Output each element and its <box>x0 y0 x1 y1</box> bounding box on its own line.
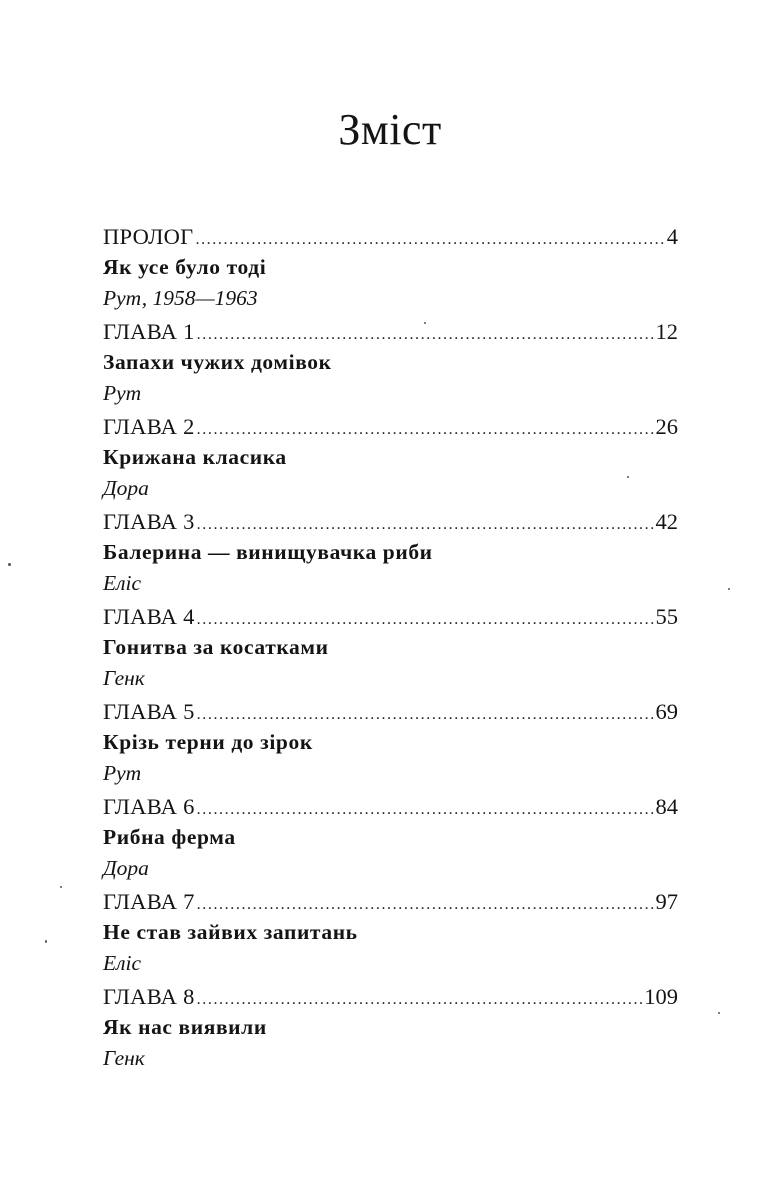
toc-entry-prologue[interactable] <box>103 222 678 317</box>
toc-entry-narrator: Генк <box>103 1046 145 1070</box>
page-title: Зміст <box>338 105 442 154</box>
scan-speck <box>718 1012 720 1014</box>
toc-entry-label: ГЛАВА 3 <box>103 509 195 534</box>
toc-page-number: 69 <box>655 699 678 724</box>
toc-entry-line <box>103 792 678 822</box>
dot-leader <box>197 510 654 540</box>
toc-entry-line <box>103 222 678 252</box>
toc-entry-narrator: Рут <box>103 381 142 405</box>
toc-entry-chapter-4[interactable] <box>103 602 678 697</box>
toc-page-number: 42 <box>655 509 678 534</box>
toc-entry-line <box>103 507 678 537</box>
toc-page-number: 55 <box>655 604 678 629</box>
toc-entry-narrator: Дора <box>103 476 149 500</box>
toc-page-number: 26 <box>655 414 678 439</box>
toc-entry-line <box>103 412 678 442</box>
toc-entry-chapter-7[interactable] <box>103 887 678 982</box>
toc-entry-title: Крижана класика <box>103 445 287 469</box>
toc-entry-line <box>103 887 678 917</box>
toc-page-number: 12 <box>655 319 678 344</box>
scan-speck <box>627 476 629 478</box>
toc-entry-label: ГЛАВА 7 <box>103 889 195 914</box>
toc-entry-narrator: Еліс <box>103 571 142 595</box>
toc-entry-line <box>103 602 678 632</box>
toc-entry-label: ПРОЛОГ <box>103 224 194 249</box>
table-of-contents <box>103 222 678 1077</box>
scan-speck <box>728 588 730 590</box>
dot-leader <box>197 415 654 445</box>
toc-entry-label: ГЛАВА 2 <box>103 414 195 439</box>
scan-speck <box>60 886 62 888</box>
toc-entry-title: Запахи чужих домівок <box>103 350 332 374</box>
dot-leader <box>197 795 654 825</box>
toc-entry-narrator: Рут, 1958—1963 <box>103 286 258 310</box>
toc-entry-title: Гонитва за косатками <box>103 635 329 659</box>
toc-entry-title: Як усе було тоді <box>103 255 267 279</box>
dot-leader <box>197 985 643 1015</box>
dot-leader <box>197 890 654 920</box>
dot-leader <box>195 225 664 255</box>
toc-page-number: 84 <box>655 794 678 819</box>
toc-page-number: 4 <box>666 224 678 249</box>
dot-leader <box>197 605 654 635</box>
toc-entry-narrator: Рут <box>103 761 142 785</box>
toc-entry-line <box>103 697 678 727</box>
toc-entry-line <box>103 317 678 347</box>
toc-entry-chapter-6[interactable] <box>103 792 678 887</box>
dot-leader <box>197 320 654 350</box>
toc-page-number: 109 <box>644 984 678 1009</box>
scan-speck <box>45 940 47 943</box>
toc-entry-title: Балерина — винищувачка риби <box>103 540 433 564</box>
toc-entry-label: ГЛАВА 4 <box>103 604 195 629</box>
toc-entry-narrator: Генк <box>103 666 145 690</box>
toc-entry-label: ГЛАВА 1 <box>103 319 195 344</box>
toc-entry-chapter-2[interactable] <box>103 412 678 507</box>
toc-entry-title: Крізь терни до зірок <box>103 730 313 754</box>
toc-entry-chapter-5[interactable] <box>103 697 678 792</box>
toc-entry-line <box>103 982 678 1012</box>
toc-entry-label: ГЛАВА 8 <box>103 984 195 1009</box>
toc-entry-title: Не став зайвих запитань <box>103 920 358 944</box>
toc-entry-title: Рибна ферма <box>103 825 236 849</box>
toc-entry-label: ГЛАВА 6 <box>103 794 195 819</box>
toc-entry-narrator: Еліс <box>103 951 142 975</box>
toc-page-number: 97 <box>655 889 678 914</box>
toc-entry-narrator: Дора <box>103 856 149 880</box>
toc-entry-label: ГЛАВА 5 <box>103 699 195 724</box>
toc-entry-chapter-1[interactable] <box>103 317 678 412</box>
toc-entry-chapter-3[interactable] <box>103 507 678 602</box>
dot-leader <box>197 700 654 730</box>
scan-speck <box>8 563 11 566</box>
toc-entry-chapter-8[interactable] <box>103 982 678 1077</box>
scan-speck <box>424 322 426 324</box>
toc-entry-title: Як нас виявили <box>103 1015 267 1039</box>
